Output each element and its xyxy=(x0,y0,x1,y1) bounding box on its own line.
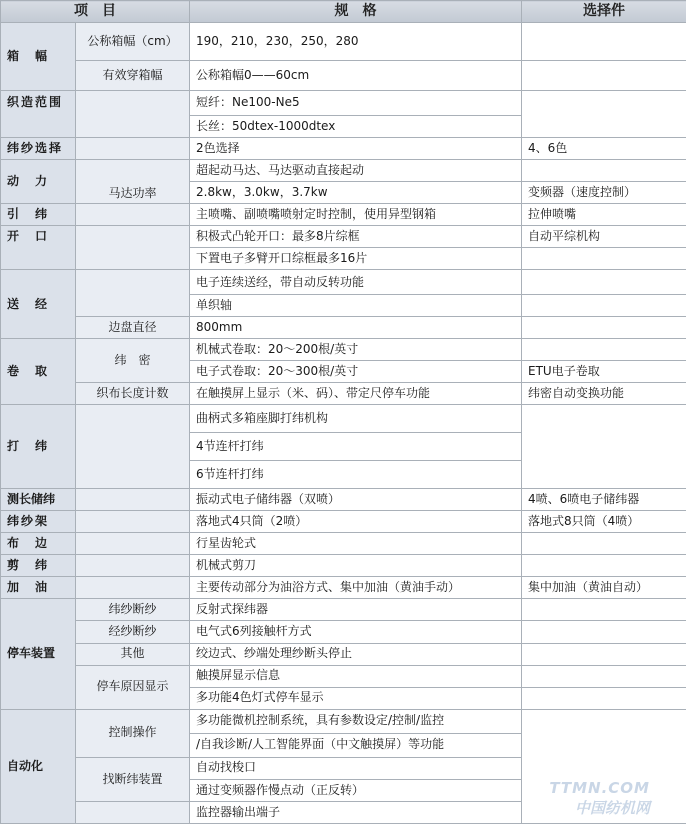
spec-cell: 行星齿轮式 xyxy=(190,533,522,555)
option-cell: 落地式8只筒（4喷） xyxy=(522,511,686,533)
section-selvage: 布 边 xyxy=(1,533,76,555)
sub-flange: 边盘直径 xyxy=(76,317,190,339)
spec-cell: 电子连续送经，带自动反转功能 xyxy=(190,270,522,295)
spec-cell: 短纤：Ne100-Ne5 xyxy=(190,91,522,116)
sub-empty xyxy=(76,270,190,317)
section-takeup: 卷 取 xyxy=(1,339,76,405)
spec-cell: 2色选择 xyxy=(190,138,522,160)
spec-cell: 电气式6列接触杆方式 xyxy=(190,621,522,643)
spec-cell: 4节连杆打纬 xyxy=(190,433,522,461)
spec-cell: 下置电子多臂开口综框最多16片 xyxy=(190,248,522,270)
spec-cell: 振动式电子储纬器（双喷） xyxy=(190,489,522,511)
watermark xyxy=(549,779,650,818)
spec-cell: 多功能4色灯式停车显示 xyxy=(190,687,522,709)
spec-cell: 触摸屏显示信息 xyxy=(190,665,522,687)
spec-cell: 190，210，230，250，280 xyxy=(190,23,522,61)
option-cell: 拉伸喷嘴 xyxy=(522,204,686,226)
spec-cell: 在触摸屏上显示（米、码）、带定尺停车功能 xyxy=(190,383,522,405)
spec-cell: 长丝：50dtex-1000dtex xyxy=(190,116,522,138)
sub-nominal: 公称箱幅（cm） xyxy=(76,23,190,61)
spec-cell: 多功能微机控制系统，具有参数设定/控制/监控 xyxy=(190,709,522,733)
section-stop: 停车装置 xyxy=(1,599,76,709)
sub-empty xyxy=(76,226,190,270)
option-cell: 变频器（速度控制） xyxy=(522,182,686,204)
spec-cell: 通过变频器作慢点动（正反转） xyxy=(190,779,522,801)
sub-empty xyxy=(76,204,190,226)
watermark-cn: 中国纺机网 xyxy=(574,799,650,817)
option-cell xyxy=(522,160,686,182)
spec-cell: 公称箱幅0——60cm xyxy=(190,61,522,91)
option-cell xyxy=(522,339,686,361)
sub-effective: 有效穿箱幅 xyxy=(76,61,190,91)
spec-cell: 绞边式、纱端处理纱断头停止 xyxy=(190,643,522,665)
option-cell xyxy=(522,555,686,577)
sub-motor: 马达功率 xyxy=(76,160,190,204)
spec-cell: 主要传动部分为油浴方式、集中加油（黄油手动） xyxy=(190,577,522,599)
spec-cell: 落地式4只筒（2喷） xyxy=(190,511,522,533)
spec-cell: 机械式卷取：20～200根/英寸 xyxy=(190,339,522,361)
sub-control: 控制操作 xyxy=(76,709,190,757)
sub-warp-break: 经纱断纱 xyxy=(76,621,190,643)
sub-empty xyxy=(76,138,190,160)
option-cell xyxy=(522,643,686,665)
sub-pick-finder: 找断纬装置 xyxy=(76,757,190,801)
option-cell xyxy=(522,621,686,643)
option-cell xyxy=(522,687,686,709)
option-cell xyxy=(522,533,686,555)
header-option: 选择件 xyxy=(522,1,686,23)
spec-cell: 超起动马达、马达驱动直接起动 xyxy=(190,160,522,182)
section-creel: 纬纱架 xyxy=(1,511,76,533)
option-cell xyxy=(522,295,686,317)
option-cell: 纬密自动变换功能 xyxy=(522,383,686,405)
watermark-en: TTMN.COM xyxy=(549,779,650,797)
option-cell xyxy=(522,665,686,687)
option-cell: 4、6色 xyxy=(522,138,686,160)
header-item: 项 目 xyxy=(1,1,190,23)
section-range: 织造范围 xyxy=(1,91,76,138)
spec-cell: 自动找梭口 xyxy=(190,757,522,779)
sub-empty xyxy=(76,533,190,555)
sub-counter: 织布长度计数 xyxy=(76,383,190,405)
sub-density: 纬 密 xyxy=(76,339,190,383)
section-width: 箱 幅 xyxy=(1,23,76,91)
section-auto: 自动化 xyxy=(1,709,76,823)
spec-cell: 电子式卷取：20～300根/英寸 xyxy=(190,361,522,383)
section-power: 动 力 xyxy=(1,160,76,204)
option-cell xyxy=(522,61,686,91)
section-insertion: 引 纬 xyxy=(1,204,76,226)
sub-cause: 停车原因显示 xyxy=(76,665,190,709)
spec-cell: /自我诊断/人工智能界面（中文触摸屏）等功能 xyxy=(190,733,522,757)
option-cell: 4喷、6喷电子储纬器 xyxy=(522,489,686,511)
section-oiling: 加 油 xyxy=(1,577,76,599)
section-storage: 测长储纬 xyxy=(1,489,76,511)
spec-cell: 单织轴 xyxy=(190,295,522,317)
spec-cell: 积极式凸轮开口：最多8片综框 xyxy=(190,226,522,248)
sub-empty xyxy=(76,801,190,823)
option-cell: ETU电子卷取 xyxy=(522,361,686,383)
spec-cell: 监控器输出端子 xyxy=(190,801,522,823)
option-cell: 集中加油（黄油自动） xyxy=(522,577,686,599)
spec-cell: 曲柄式多箱座脚打纬机构 xyxy=(190,405,522,433)
section-shedding: 开 口 xyxy=(1,226,76,270)
spec-cell: 主喷嘴、副喷嘴喷射定时控制，使用异型钢箱 xyxy=(190,204,522,226)
sub-empty xyxy=(76,555,190,577)
header-spec: 规 格 xyxy=(190,1,522,23)
sub-weft-break: 纬纱断纱 xyxy=(76,599,190,621)
spec-cell: 机械式剪刀 xyxy=(190,555,522,577)
section-cutter: 剪 纬 xyxy=(1,555,76,577)
option-cell: 自动平综机构 xyxy=(522,226,686,248)
sub-empty xyxy=(76,577,190,599)
spec-cell: 2.8kw，3.0kw，3.7kw xyxy=(190,182,522,204)
option-cell xyxy=(522,599,686,621)
spec-cell: 反射式探纬器 xyxy=(190,599,522,621)
option-cell xyxy=(522,317,686,339)
option-cell xyxy=(522,405,686,489)
spec-cell: 800mm xyxy=(190,317,522,339)
sub-empty xyxy=(76,489,190,511)
spec-cell: 6节连杆打纬 xyxy=(190,461,522,489)
section-beating: 打 纬 xyxy=(1,405,76,489)
sub-empty xyxy=(76,91,190,138)
sub-empty xyxy=(76,511,190,533)
option-cell xyxy=(522,248,686,270)
section-letoff: 送 经 xyxy=(1,270,76,339)
sub-empty xyxy=(76,405,190,489)
sub-other: 其他 xyxy=(76,643,190,665)
option-cell xyxy=(522,23,686,61)
section-weft-select: 纬纱选择 xyxy=(1,138,76,160)
option-cell xyxy=(522,91,686,138)
option-cell xyxy=(522,270,686,295)
